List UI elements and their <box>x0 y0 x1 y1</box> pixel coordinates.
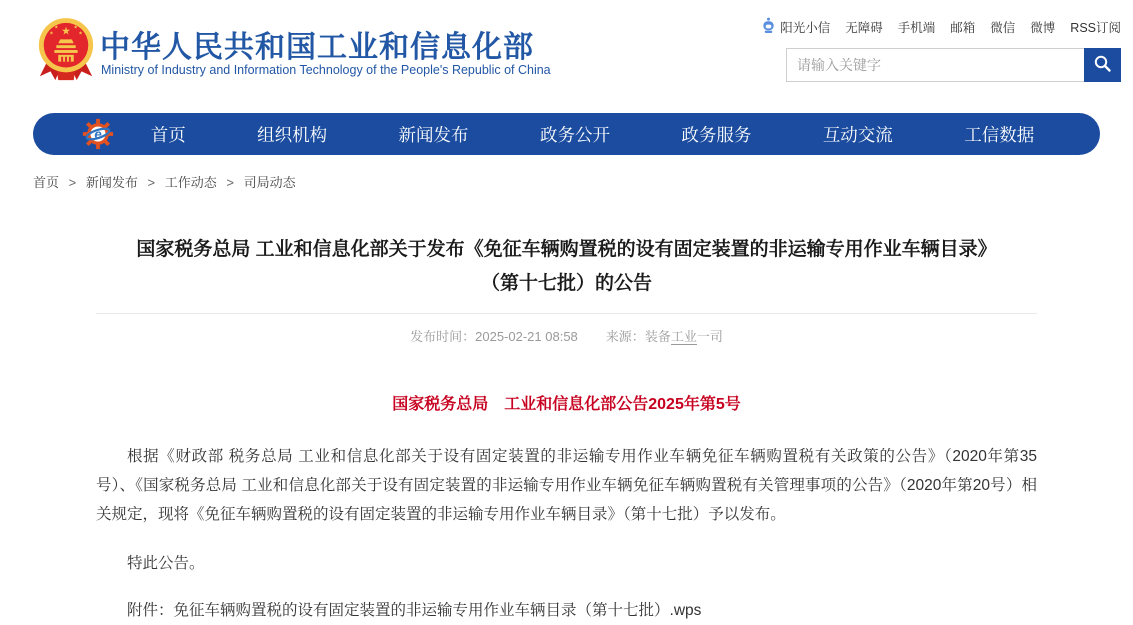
quick-link-mail[interactable]: 邮箱 <box>950 21 976 35</box>
source-suffix: 一司 <box>696 329 723 344</box>
svg-text:★: ★ <box>61 25 71 38</box>
search-bar <box>786 48 1121 82</box>
source-label: 来源： <box>605 329 645 344</box>
search-input[interactable] <box>786 48 1084 82</box>
nav-item-home[interactable]: 首页 <box>150 124 186 145</box>
main-nav <box>33 113 1100 155</box>
nav-item-organization[interactable]: 组织机构 <box>257 124 328 145</box>
search-icon <box>1093 54 1112 76</box>
breadcrumb-home[interactable]: 首页 <box>33 175 60 190</box>
breadcrumb-separator: > <box>68 175 77 190</box>
svg-text:★: ★ <box>49 31 54 37</box>
quick-link-weibo[interactable]: 微博 <box>1030 21 1056 35</box>
miit-logo-icon <box>81 117 115 151</box>
nav-item-gov-services[interactable]: 政务服务 <box>681 124 752 145</box>
quick-link-accessibility[interactable]: 无障碍 <box>845 21 883 35</box>
svg-text:★: ★ <box>78 31 83 37</box>
attachment-line <box>96 596 1037 625</box>
attachment-label: 附件： <box>127 602 174 619</box>
article-content <box>0 205 1133 625</box>
svg-text:★: ★ <box>54 25 59 31</box>
nav-item-interaction[interactable]: 互动交流 <box>822 124 893 145</box>
publish-time-label: 发布时间： <box>410 329 476 344</box>
article-closing: 特此公告。 <box>127 555 205 572</box>
attachment-file-link[interactable]: 免征车辆购置税的设有固定装置的非运输专用作业车辆目录（第十七批）.wps <box>173 602 702 619</box>
national-emblem-icon <box>35 16 97 91</box>
svg-text:e: e <box>94 126 102 142</box>
breadcrumb-news[interactable]: 新闻发布 <box>85 175 138 190</box>
site-title: 中华人民共和国工业和信息化部 <box>100 31 534 64</box>
svg-text:★: ★ <box>73 25 78 31</box>
nav-item-news[interactable]: 新闻发布 <box>398 124 469 145</box>
publish-time-value: 2025-02-21 08:58 <box>475 329 578 344</box>
nav-item-gov-openness[interactable]: 政务公开 <box>539 124 610 145</box>
site-header <box>0 0 1133 100</box>
title-divider <box>96 313 1037 314</box>
article-paragraph: 根据《财政部 税务总局 工业和信息化部关于设有固定装置的非运输专用作业车辆免征车辆购置税有关政策的公告》（2020年第35号）、《国家税务总局 工业和信息化部关于设有固定装置的非运输专用作业车辆免征车辆购置税有关管理事项的公告》（2020年第20号）相关规定，现将《免征车辆购置税的设有固定装置的非运输专用作业车辆目录》（第十七批）予以发布。 <box>96 448 1037 523</box>
quick-link-mobile[interactable]: 手机端 <box>897 21 936 35</box>
article-title: 国家税务总局 工业和信息化部关于发布《免征车辆购置税的设有固定装置的非运输专用作业车辆目录》（第十七批）的公告 <box>136 239 997 294</box>
nav-item-miit-data[interactable]: 工信数据 <box>964 124 1035 145</box>
source-prefix: 装备 <box>644 329 671 344</box>
nav-items <box>115 122 1100 147</box>
breadcrumb <box>33 172 296 191</box>
source-link[interactable]: 工业 <box>670 329 697 344</box>
breadcrumb-work-dynamics[interactable]: 工作动态 <box>164 175 217 190</box>
breadcrumb-separator: > <box>147 175 156 190</box>
doc-number: 国家税务总局 工业和信息化部公告2025年第5号 <box>392 396 741 413</box>
search-button[interactable] <box>1084 48 1121 82</box>
quick-link-label: 阳光小信 <box>780 21 831 35</box>
quick-link-wechat[interactable]: 微信 <box>990 21 1016 35</box>
article-meta <box>0 326 1133 345</box>
mascot-icon <box>761 17 776 37</box>
breadcrumb-bureau-dynamics[interactable]: 司局动态 <box>243 175 296 190</box>
quick-link-sunshine-assistant[interactable] <box>761 17 830 37</box>
breadcrumb-separator: > <box>226 175 234 190</box>
site-subtitle: Ministry of Industry and Information Technology of the People's Republic of China <box>101 63 551 77</box>
quick-link-rss[interactable]: RSS订阅 <box>1070 21 1121 35</box>
quick-links-bar <box>761 17 1121 37</box>
